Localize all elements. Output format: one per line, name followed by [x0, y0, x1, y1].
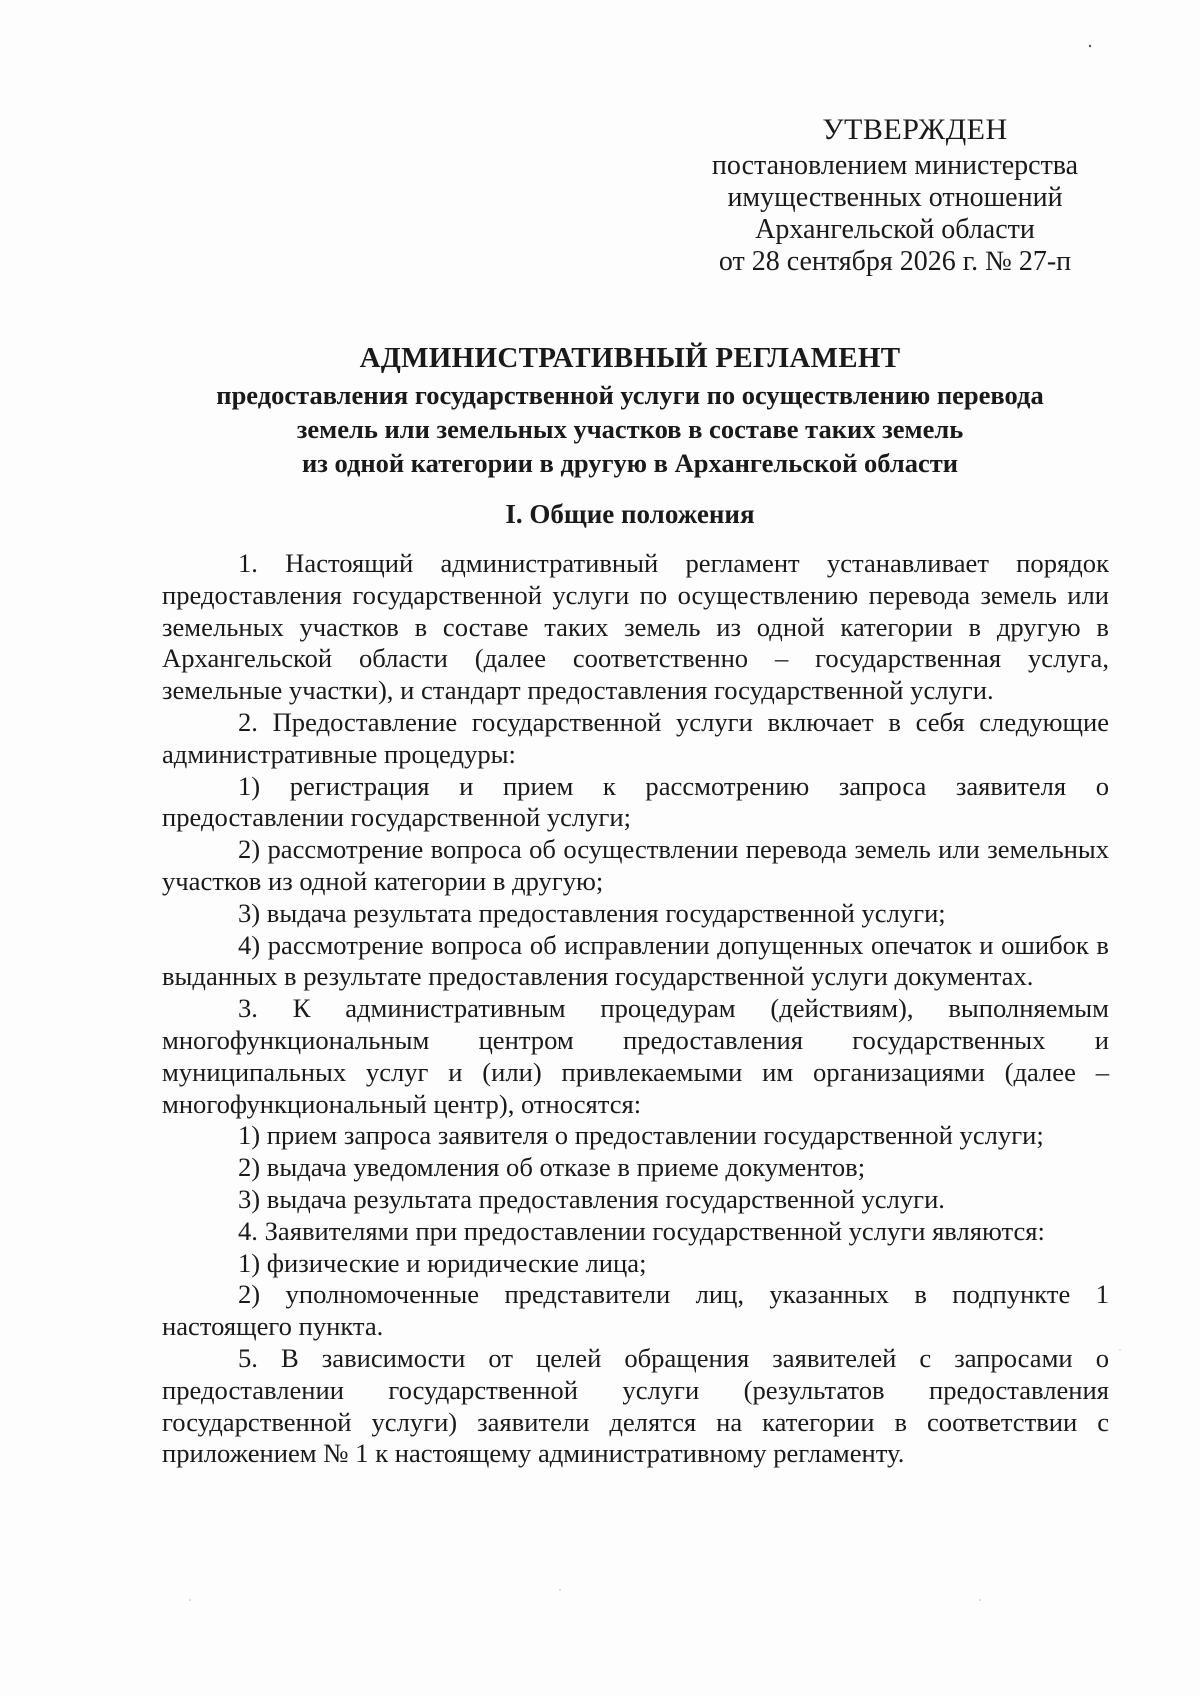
paragraph: 4. Заявителями при предоставлении государственной услуги являются:	[238, 1215, 1045, 1246]
document-subtitle-line: земель или земельных участков в составе таких земель	[296, 414, 964, 444]
approval-heading: УТВЕРЖДЕН	[822, 113, 1008, 146]
paragraph: 1. Настоящий административный регламент устанавливает порядок предоставления государственной услуги по осуществлению перевода земель или земельных участков в составе таких земель из одной категории в другую в Архангельской области (далее соответственно – государственная услуга, земельные участки), и стандарт предоставления государственной услуги.	[162, 548, 1109, 706]
document-title: АДМИНИСТРАТИВНЫЙ РЕГЛАМЕНТ	[359, 342, 901, 374]
approval-line: постановлением министерства	[711, 150, 1079, 181]
list-item: 3) выдача результата предоставления государственной услуги.	[238, 1183, 945, 1214]
paragraph: 2. Предоставление государственной услуги включает в себя следующие административные процедуры:	[162, 706, 1109, 769]
list-item: 1) прием запроса заявителя о предоставлении государственной услуги;	[238, 1120, 1044, 1151]
list-item: 2) уполномоченные представители лиц, указанных в подпункте 1 настоящего пункта.	[162, 1279, 1109, 1342]
list-item: 1) регистрация и прием к рассмотрению запроса заявителя о предоставлении государственной услуги;	[162, 770, 1109, 833]
section-heading: I. Общие положения	[505, 499, 755, 529]
document-body	[162, 548, 1109, 1470]
list-item: 2) рассмотрение вопроса об осуществлении перевода земель или земельных участков из одной категории в другую;	[162, 834, 1109, 896]
approval-line: имущественных отношений	[727, 182, 1063, 213]
list-item: 3) выдача результата предоставления государственной услуги;	[238, 897, 946, 928]
paragraph: 3. К административным процедурам (действиям), выполняемым многофункциональным центром предоставления государственных и муниципальных услуг и (или) привлекаемыми им организациями (далее – многофункциональный центр), относятся:	[162, 993, 1109, 1119]
paragraph: 5. В зависимости от целей обращения заявителей с запросами о предоставлении государственной услуги (результатов предоставления государственной услуги) заявители делятся на категории в соответствии с приложением № 1 к настоящему административному регламенту.	[162, 1342, 1109, 1469]
approval-line: Архангельской области	[755, 214, 1035, 245]
approval-block	[700, 110, 1090, 278]
approval-date-line: от 28 сентября 2026 г. № 27-п	[718, 246, 1072, 277]
list-item: 1) физические и юридические лица;	[238, 1247, 647, 1278]
list-item: 4) рассмотрение вопроса об исправлении допущенных опечаток и ошибок в выданных в результате предоставления государственной услуги документах.	[162, 929, 1109, 992]
document-subtitle-line: предоставления государственной услуги по осуществлению перевода	[216, 380, 1044, 410]
list-item: 2) выдача уведомления об отказе в приеме документов;	[238, 1152, 866, 1183]
document-subtitle-line: из одной категории в другую в Архангельской области	[301, 448, 959, 478]
document-title-block	[150, 338, 1110, 480]
